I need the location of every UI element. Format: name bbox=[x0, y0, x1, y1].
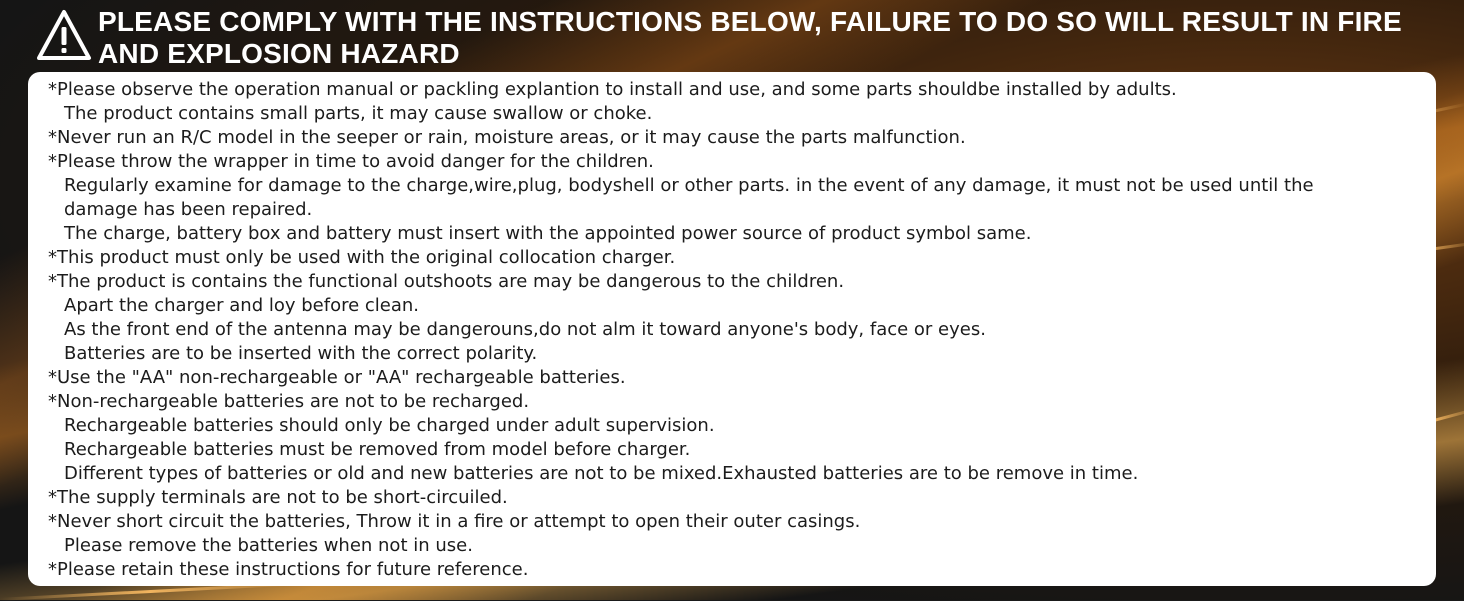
instruction-item: Rechargeable batteries should only be charged under adult supervision. bbox=[64, 415, 715, 436]
instruction-item: *This product must only be used with the original collocation charger. bbox=[48, 247, 676, 268]
instruction-item: Please remove the batteries when not in use. bbox=[64, 535, 473, 556]
instruction-item: The product contains small parts, it may cause swallow or choke. bbox=[64, 103, 653, 124]
instruction-item: Different types of batteries or old and new batteries are not to be mixed.Exhausted batteries are to be remove in time. bbox=[64, 463, 1139, 484]
instruction-item: damage has been repaired. bbox=[64, 199, 313, 220]
instruction-item: Apart the charger and loy before clean. bbox=[64, 295, 420, 316]
instruction-item: Batteries are to be inserted with the correct polarity. bbox=[64, 343, 538, 364]
warning-title-line: PLEASE COMPLY WITH THE INSTRUCTIONS BELOW, FAILURE TO DO SO WILL RESULT IN FIRE bbox=[98, 6, 1402, 37]
instruction-item: *The supply terminals are not to be short-circuiled. bbox=[48, 487, 508, 508]
instruction-item: Regularly examine for damage to the charge,wire,plug, bodyshell or other parts. in the event of any damage, it must not be used until the bbox=[64, 175, 1314, 196]
instructions-list bbox=[48, 78, 1416, 582]
instruction-item: *Please retain these instructions for future reference. bbox=[48, 559, 529, 580]
warning-title-line: AND EXPLOSION HAZARD bbox=[98, 38, 460, 69]
instruction-item: As the front end of the antenna may be dangerouns,do not alm it toward anyone's body, face or eyes. bbox=[64, 319, 986, 340]
instruction-item: *Non-rechargeable batteries are not to be recharged. bbox=[48, 391, 530, 412]
instruction-item: *The product is contains the functional outshoots are may be dangerous to the children. bbox=[48, 271, 845, 292]
warning-title bbox=[98, 6, 1402, 70]
warning-header bbox=[36, 6, 1436, 70]
instruction-item: *Never run an R/C model in the seeper or rain, moisture areas, or it may cause the parts malfunction. bbox=[48, 127, 966, 148]
instruction-item: *Please throw the wrapper in time to avoid danger for the children. bbox=[48, 151, 654, 172]
instruction-item: *Please observe the operation manual or packling explantion to install and use, and some parts shouldbe installed by adults. bbox=[48, 79, 1177, 100]
instruction-item: Rechargeable batteries must be removed from model before charger. bbox=[64, 439, 691, 460]
instruction-item: *Use the "AA" non-rechargeable or "AA" rechargeable batteries. bbox=[48, 367, 626, 388]
instruction-item: *Never short circuit the batteries, Throw it in a fire or attempt to open their outer casings. bbox=[48, 511, 861, 532]
warning-triangle-icon bbox=[36, 8, 92, 64]
instructions-panel bbox=[28, 72, 1436, 586]
instruction-item: The charge, battery box and battery must insert with the appointed power source of product symbol same. bbox=[64, 223, 1032, 244]
